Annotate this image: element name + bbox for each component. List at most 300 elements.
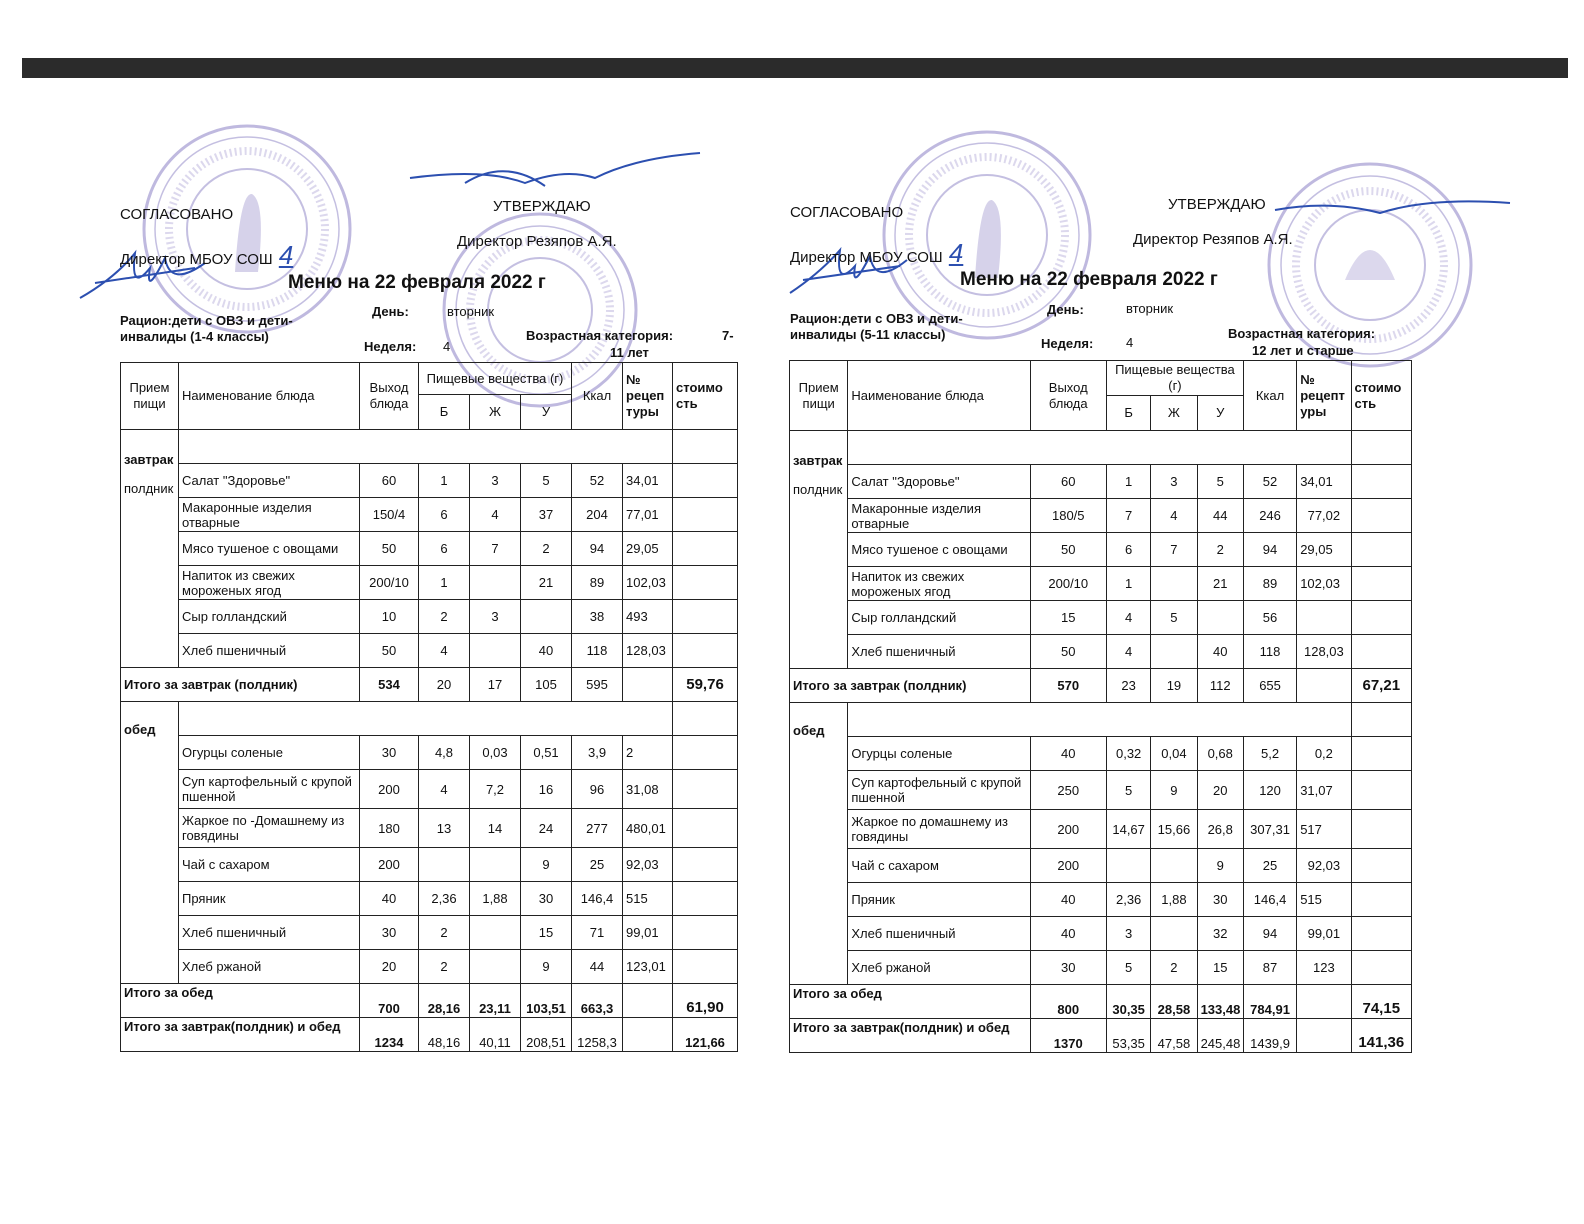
dish-yield: 30 [1030, 951, 1106, 985]
total-kcal: 595 [572, 668, 623, 702]
dish-zh: 4 [1151, 499, 1197, 533]
dish-name: Пряник [179, 882, 360, 916]
dish-cost [1351, 810, 1411, 849]
grand-total-b: 53,35 [1107, 1019, 1151, 1053]
dish-b: 1 [1107, 567, 1151, 601]
dish-u: 24 [521, 809, 572, 848]
table-row [790, 533, 1412, 567]
table-row [790, 917, 1412, 951]
meal-snack-label: полдник [124, 481, 174, 496]
dish-kcal: 307,31 [1243, 810, 1296, 849]
dish-u: 9 [521, 950, 572, 984]
total-b: 20 [419, 668, 470, 702]
dish-yield: 180/5 [1030, 499, 1106, 533]
total-label: Итого за обед [121, 984, 360, 1018]
cost-cell [1351, 703, 1411, 737]
dish-b: 1 [419, 566, 470, 600]
total-u: 133,48 [1197, 985, 1243, 1019]
grand-total-label: Итого за завтрак(полдник) и обед [790, 1019, 1031, 1053]
dish-recipe: 102,03 [1297, 567, 1351, 601]
dish-u: 16 [521, 770, 572, 809]
dish-b: 4 [419, 770, 470, 809]
table-row [790, 883, 1412, 917]
grand-total-u: 208,51 [521, 1018, 572, 1052]
dish-kcal: 118 [1243, 635, 1296, 669]
dish-name: Мясо тушеное с овощами [848, 533, 1030, 567]
age-label: Возрастная категория: [526, 328, 674, 343]
dish-zh [1151, 567, 1197, 601]
total-cost: 61,90 [673, 984, 738, 1018]
dish-yield: 60 [1030, 465, 1106, 499]
dish-recipe: 34,01 [623, 464, 673, 498]
dish-recipe: 123 [1297, 951, 1351, 985]
dish-name: Сыр голландский [848, 601, 1030, 635]
total-u: 105 [521, 668, 572, 702]
dish-recipe: 102,03 [623, 566, 673, 600]
dish-b: 13 [419, 809, 470, 848]
meal-snack-label: полдник [793, 482, 843, 497]
page-title: Меню на 22 февраля 2022 г [288, 272, 546, 293]
approve-label: УТВЕРЖДАЮ [493, 198, 591, 215]
dish-recipe: 128,03 [1297, 635, 1351, 669]
dish-kcal: 96 [572, 770, 623, 809]
approve-by: Директор Резяпов А.Я. [457, 233, 617, 250]
col-name-header: Наименование блюда [848, 361, 1030, 431]
school-number: 4 [948, 238, 964, 268]
grand-total-yield: 1370 [1030, 1019, 1106, 1053]
dish-kcal: 89 [1243, 567, 1296, 601]
dish-u: 20 [1197, 771, 1243, 810]
dish-yield: 60 [360, 464, 419, 498]
dish-name: Макаронные изделия отварные [179, 498, 360, 532]
col-recipe-header: № рецепт уры [1297, 361, 1351, 431]
agreed-by-text: Директор МБОУ СОШ [790, 249, 943, 266]
dish-name: Макаронные изделия отварные [848, 499, 1030, 533]
dish-kcal: 146,4 [572, 882, 623, 916]
dish-yield: 50 [360, 634, 419, 668]
agreed-label: СОГЛАСОВАНО [790, 204, 904, 221]
signature-scribble-4 [1270, 185, 1515, 225]
total-cost: 74,15 [1351, 985, 1411, 1019]
dish-b [1107, 849, 1151, 883]
total-zh: 28,58 [1151, 985, 1197, 1019]
total-u: 112 [1197, 669, 1243, 703]
dish-zh [1151, 849, 1197, 883]
agreed-label: СОГЛАСОВАНО [120, 206, 234, 223]
dish-zh: 0,03 [470, 736, 521, 770]
dish-b: 4,8 [419, 736, 470, 770]
dish-b: 2 [419, 600, 470, 634]
dish-kcal: 94 [1243, 533, 1296, 567]
col-recipe-header: № рецеп туры [623, 363, 673, 430]
dish-yield: 200/10 [360, 566, 419, 600]
total-yield: 800 [1030, 985, 1106, 1019]
grand-total-kcal: 1439,9 [1243, 1019, 1296, 1053]
dish-zh: 14 [470, 809, 521, 848]
dish-kcal: 89 [572, 566, 623, 600]
dish-u: 21 [1197, 567, 1243, 601]
dish-b: 1 [1107, 465, 1151, 499]
dish-zh: 4 [470, 498, 521, 532]
grand-total-u: 245,48 [1197, 1019, 1243, 1053]
section-spacer [848, 431, 1351, 465]
dish-cost [1351, 567, 1411, 601]
dish-zh: 15,66 [1151, 810, 1197, 849]
dish-u: 2 [521, 532, 572, 566]
dish-u: 32 [1197, 917, 1243, 951]
col-u-header: У [521, 395, 572, 430]
dish-recipe: 92,03 [1297, 849, 1351, 883]
dish-b: 3 [1107, 917, 1151, 951]
grand-total-yield: 1234 [360, 1018, 419, 1052]
dish-recipe: 29,05 [1297, 533, 1351, 567]
total-label: Итого за обед [790, 985, 1031, 1019]
dish-recipe: 92,03 [623, 848, 673, 882]
dish-zh: 9 [1151, 771, 1197, 810]
dish-cost [1351, 737, 1411, 771]
total-zh: 17 [470, 668, 521, 702]
dish-kcal: 25 [572, 848, 623, 882]
dish-yield: 50 [1030, 533, 1106, 567]
dish-recipe: 2 [623, 736, 673, 770]
dish-b: 6 [1107, 533, 1151, 567]
dish-kcal: 25 [1243, 849, 1296, 883]
dish-cost [1351, 883, 1411, 917]
dish-u: 40 [1197, 635, 1243, 669]
dish-kcal: 87 [1243, 951, 1296, 985]
dish-name: Огурцы соленые [179, 736, 360, 770]
dish-name: Хлеб пшеничный [848, 635, 1030, 669]
dish-kcal: 277 [572, 809, 623, 848]
dish-kcal: 38 [572, 600, 623, 634]
dish-b: 14,67 [1107, 810, 1151, 849]
dish-recipe: 99,01 [623, 916, 673, 950]
grand-total-cost: 141,36 [1351, 1019, 1411, 1053]
dish-kcal: 5,2 [1243, 737, 1296, 771]
total-row [790, 985, 1412, 1019]
menu-table [789, 360, 1412, 1053]
grand-total-recipe [1297, 1019, 1351, 1053]
dish-yield: 50 [1030, 635, 1106, 669]
dish-b: 4 [1107, 601, 1151, 635]
meal-lunch-label: обед [124, 722, 156, 737]
col-b-header: Б [419, 395, 470, 430]
table-row [790, 737, 1412, 771]
dish-recipe: 128,03 [623, 634, 673, 668]
table-row [790, 635, 1412, 669]
dish-zh: 7,2 [470, 770, 521, 809]
total-row [790, 669, 1412, 703]
dish-recipe: 31,08 [623, 770, 673, 809]
ration-label: Рацион:дети с ОВЗ и дети- [790, 311, 963, 326]
dish-name: Хлеб пшеничный [179, 916, 360, 950]
dish-cost [1351, 533, 1411, 567]
dish-recipe: 29,05 [623, 532, 673, 566]
dish-kcal: 71 [572, 916, 623, 950]
dish-name: Напиток из свежих мороженых ягод [848, 567, 1030, 601]
col-name-header: Наименование блюда [179, 363, 360, 430]
dish-kcal: 120 [1243, 771, 1296, 810]
total-label: Итого за завтрак (полдник) [790, 669, 1031, 703]
total-zh: 19 [1151, 669, 1197, 703]
dish-recipe [1297, 601, 1351, 635]
dish-b: 6 [419, 532, 470, 566]
dish-yield: 40 [1030, 917, 1106, 951]
dish-b: 0,32 [1107, 737, 1151, 771]
grand-total-label: Итого за завтрак(полдник) и обед [121, 1018, 360, 1052]
total-yield: 534 [360, 668, 419, 702]
table-row [790, 567, 1412, 601]
total-b: 30,35 [1107, 985, 1151, 1019]
dish-recipe: 99,01 [1297, 917, 1351, 951]
dish-b: 4 [419, 634, 470, 668]
col-u-header: У [1197, 396, 1243, 431]
dish-yield: 200 [360, 770, 419, 809]
col-zh-header: Ж [470, 395, 521, 430]
dish-zh [1151, 917, 1197, 951]
ration-label-2: инвалиды (5-11 классы) [790, 327, 946, 342]
total-kcal: 655 [1243, 669, 1296, 703]
dish-kcal: 94 [1243, 917, 1296, 951]
dish-name: Салат "Здоровье" [848, 465, 1030, 499]
total-yield: 570 [1030, 669, 1106, 703]
dish-cost [1351, 849, 1411, 883]
total-kcal: 784,91 [1243, 985, 1296, 1019]
total-recipe [1297, 985, 1351, 1019]
dish-b: 5 [1107, 951, 1151, 985]
dish-recipe: 31,07 [1297, 771, 1351, 810]
grand-total-zh: 47,58 [1151, 1019, 1197, 1053]
dish-name: Хлеб ржаной [179, 950, 360, 984]
dish-b: 2,36 [419, 882, 470, 916]
dish-name: Суп картофельный с крупой пшенной [848, 771, 1030, 810]
dish-u: 37 [521, 498, 572, 532]
dish-recipe: 515 [623, 882, 673, 916]
table-row [790, 771, 1412, 810]
dish-yield: 15 [1030, 601, 1106, 635]
col-b-header: Б [1107, 396, 1151, 431]
dish-cost [1351, 499, 1411, 533]
dish-name: Жаркое по -Домашнему из говядины [179, 809, 360, 848]
dish-cost [1351, 465, 1411, 499]
dish-u: 15 [521, 916, 572, 950]
dish-yield: 30 [360, 736, 419, 770]
dish-zh: 3 [470, 600, 521, 634]
dish-cost [1351, 771, 1411, 810]
col-cost-header: стоимо сть [1351, 361, 1411, 431]
table-row [790, 465, 1412, 499]
dish-b: 7 [1107, 499, 1151, 533]
week-value: 4 [1126, 335, 1134, 350]
col-kcal-header: Ккал [1243, 361, 1296, 431]
dish-b: 2 [419, 916, 470, 950]
age-label: Возрастная категория: [1228, 326, 1376, 341]
agreed-by [790, 238, 963, 269]
table-row [790, 810, 1412, 849]
total-u: 103,51 [521, 984, 572, 1018]
dish-yield: 40 [1030, 737, 1106, 771]
dish-name: Чай с сахаром [848, 849, 1030, 883]
dish-zh: 0,04 [1151, 737, 1197, 771]
meal-breakfast-label: завтрак [124, 452, 174, 467]
dish-cost [1351, 635, 1411, 669]
agreed-by-text: Директор МБОУ СОШ [120, 251, 273, 268]
col-zh-header: Ж [1151, 396, 1197, 431]
dish-recipe: 0,2 [1297, 737, 1351, 771]
dish-b: 2 [419, 950, 470, 984]
dish-cost [1351, 601, 1411, 635]
dish-yield: 150/4 [360, 498, 419, 532]
dish-name: Суп картофельный с крупой пшенной [179, 770, 360, 809]
approve-label: УТВЕРЖДАЮ [1168, 196, 1266, 213]
meal-lunch-label: обед [793, 723, 825, 738]
dish-u: 5 [1197, 465, 1243, 499]
dish-kcal: 94 [572, 532, 623, 566]
dish-yield: 180 [360, 809, 419, 848]
age-value-2: 11 лет [610, 345, 649, 360]
day-value: вторник [447, 304, 495, 319]
dish-u: 9 [1197, 849, 1243, 883]
dish-kcal: 3,9 [572, 736, 623, 770]
dish-zh: 2 [1151, 951, 1197, 985]
dish-name: Хлеб ржаной [848, 951, 1030, 985]
dish-u: 9 [521, 848, 572, 882]
dish-b: 1 [419, 464, 470, 498]
dish-cost [1351, 917, 1411, 951]
total-cost: 67,21 [1351, 669, 1411, 703]
dish-u: 15 [1197, 951, 1243, 985]
ration-label-2: инвалиды (1-4 классы) [120, 329, 269, 344]
total-label: Итого за завтрак (полдник) [121, 668, 360, 702]
week-label: Неделя: [1041, 336, 1094, 351]
dish-b: 2,36 [1107, 883, 1151, 917]
dish-yield: 200/10 [1030, 567, 1106, 601]
dish-yield: 50 [360, 532, 419, 566]
grand-total-kcal: 1258,3 [572, 1018, 623, 1052]
dish-name: Хлеб пшеничный [179, 634, 360, 668]
total-b: 28,16 [419, 984, 470, 1018]
dish-recipe: 77,02 [1297, 499, 1351, 533]
dish-yield: 20 [360, 950, 419, 984]
dish-name: Жаркое по домашнему из говядины [848, 810, 1030, 849]
dish-name: Сыр голландский [179, 600, 360, 634]
dish-u: 40 [521, 634, 572, 668]
dish-cost [1351, 951, 1411, 985]
dish-recipe: 123,01 [623, 950, 673, 984]
dish-u: 26,8 [1197, 810, 1243, 849]
dish-zh: 1,88 [470, 882, 521, 916]
cost-cell [1351, 431, 1411, 465]
dish-u: 0,51 [521, 736, 572, 770]
col-meal-header: Прием пищи [121, 363, 179, 430]
dish-kcal: 52 [1243, 465, 1296, 499]
dish-recipe: 515 [1297, 883, 1351, 917]
table-row [790, 951, 1412, 985]
col-nutrients-header: Пищевые вещества (г) [419, 363, 572, 395]
total-yield: 700 [360, 984, 419, 1018]
week-value: 4 [443, 339, 451, 354]
dish-name: Хлеб пшеничный [848, 917, 1030, 951]
dish-yield: 40 [360, 882, 419, 916]
dish-recipe: 480,01 [623, 809, 673, 848]
meal-lunch-cell [790, 703, 848, 985]
dish-zh: 5 [1151, 601, 1197, 635]
dish-zh: 3 [470, 464, 521, 498]
col-yield-header: Выход блюда [1030, 361, 1106, 431]
section-spacer [848, 703, 1351, 737]
dish-b: 6 [419, 498, 470, 532]
total-zh: 23,11 [470, 984, 521, 1018]
col-cost-header: стоимо сть [673, 363, 738, 430]
dish-u: 5 [521, 464, 572, 498]
total-recipe [1297, 669, 1351, 703]
dish-kcal: 44 [572, 950, 623, 984]
dish-yield: 250 [1030, 771, 1106, 810]
grand-total-zh: 40,11 [470, 1018, 521, 1052]
col-kcal-header: Ккал [572, 363, 623, 430]
dish-kcal: 146,4 [1243, 883, 1296, 917]
total-cost: 59,76 [673, 668, 738, 702]
col-nutrients-header: Пищевые вещества (г) [1107, 361, 1244, 396]
dish-recipe: 517 [1297, 810, 1351, 849]
grand-total-row [790, 1019, 1412, 1053]
total-kcal: 663,3 [572, 984, 623, 1018]
col-meal-header: Прием пищи [790, 361, 848, 431]
dish-name: Огурцы соленые [848, 737, 1030, 771]
ration-label: Рацион:дети с ОВЗ и дети- [120, 313, 293, 328]
dish-b: 5 [1107, 771, 1151, 810]
dish-u: 30 [1197, 883, 1243, 917]
dish-name: Пряник [848, 883, 1030, 917]
dish-u: 0,68 [1197, 737, 1243, 771]
page-title: Меню на 22 февраля 2022 г [960, 269, 1218, 290]
grand-total-b: 48,16 [419, 1018, 470, 1052]
dish-name: Салат "Здоровье" [179, 464, 360, 498]
dish-yield: 200 [360, 848, 419, 882]
dish-b: 4 [1107, 635, 1151, 669]
dish-u: 30 [521, 882, 572, 916]
dish-u: 2 [1197, 533, 1243, 567]
col-yield-header: Выход блюда [360, 363, 419, 430]
age-value: 7- [722, 328, 734, 343]
dish-zh: 1,88 [1151, 883, 1197, 917]
dish-kcal: 246 [1243, 499, 1296, 533]
dish-kcal: 118 [572, 634, 623, 668]
dish-name: Напиток из свежих мороженых ягод [179, 566, 360, 600]
dish-name: Чай с сахаром [179, 848, 360, 882]
day-label: День: [372, 304, 409, 319]
dish-u: 44 [1197, 499, 1243, 533]
day-value: вторник [1126, 301, 1174, 316]
week-label: Неделя: [364, 339, 417, 354]
dish-yield: 10 [360, 600, 419, 634]
dish-zh: 7 [470, 532, 521, 566]
dish-kcal: 56 [1243, 601, 1296, 635]
dish-yield: 200 [1030, 810, 1106, 849]
dish-name: Мясо тушеное с овощами [179, 532, 360, 566]
table-row [790, 499, 1412, 533]
dish-zh: 7 [1151, 533, 1197, 567]
dish-recipe: 493 [623, 600, 673, 634]
table-row [790, 601, 1412, 635]
day-label: День: [1047, 302, 1084, 317]
dish-zh: 3 [1151, 465, 1197, 499]
dish-recipe: 34,01 [1297, 465, 1351, 499]
grand-total-cost: 121,66 [673, 1018, 738, 1052]
dish-zh [1151, 635, 1197, 669]
dish-yield: 200 [1030, 849, 1106, 883]
dish-recipe: 77,01 [623, 498, 673, 532]
